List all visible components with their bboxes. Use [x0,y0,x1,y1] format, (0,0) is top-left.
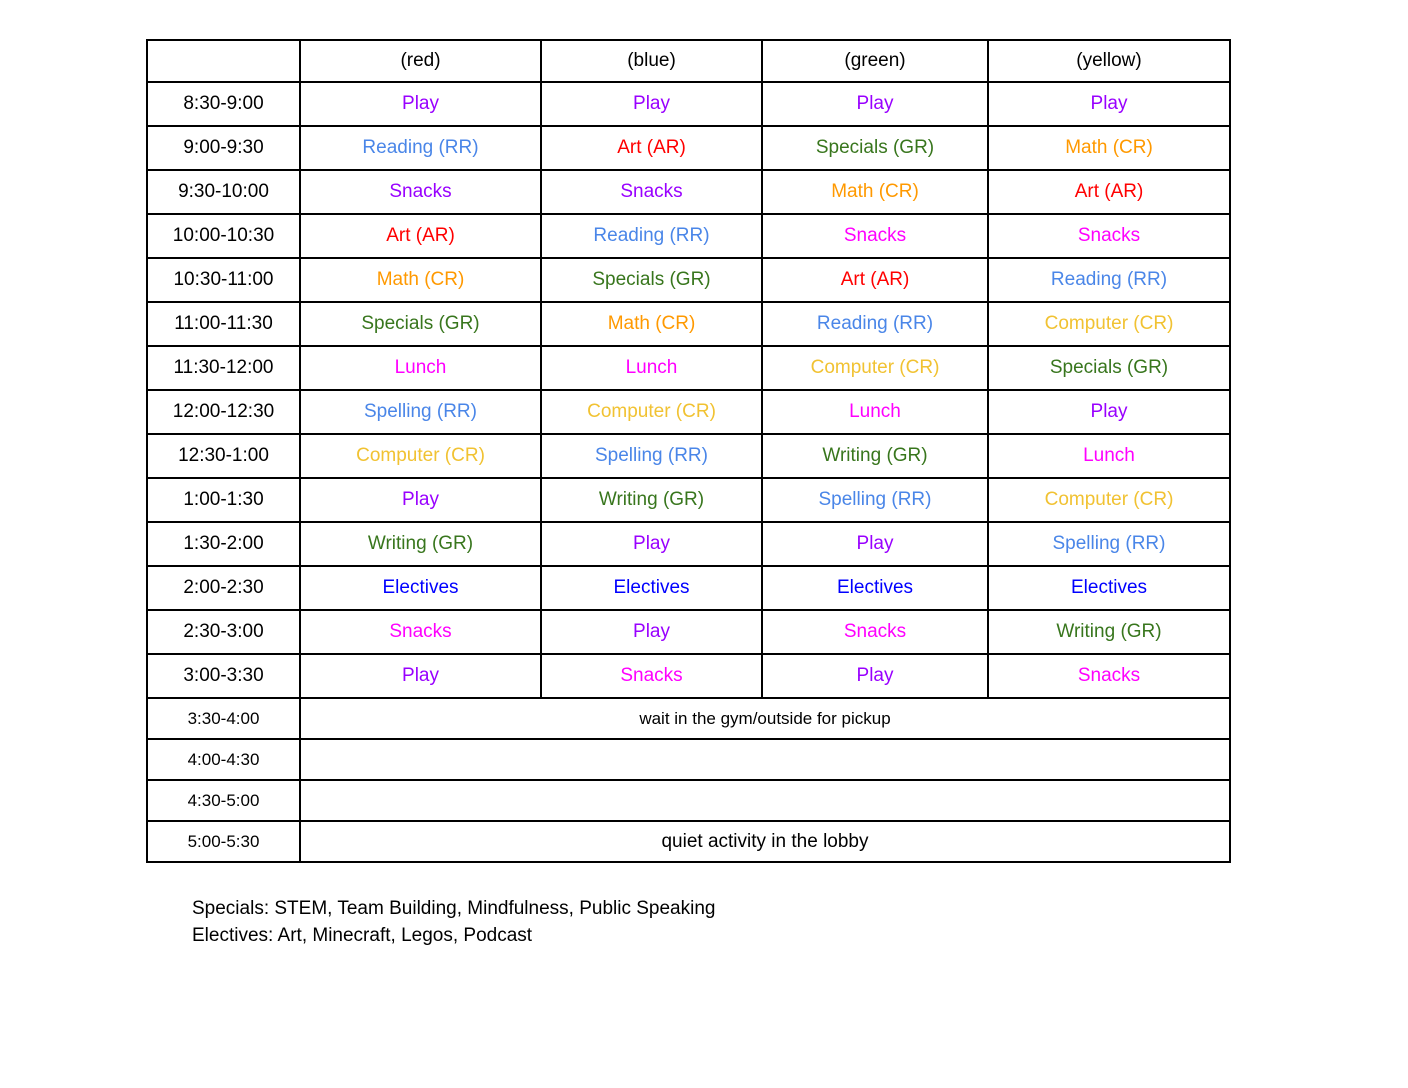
activity-cell: Art (AR) [988,170,1230,214]
activity-cell: Computer (CR) [762,346,988,390]
activity-cell: Electives [541,566,762,610]
time-cell: 9:00-9:30 [147,126,300,170]
time-cell: 1:00-1:30 [147,478,300,522]
time-cell: 5:00-5:30 [147,821,300,862]
time-cell: 9:30-10:00 [147,170,300,214]
activity-cell: Play [300,654,541,698]
schedule-row [147,214,1230,258]
time-cell: 4:00-4:30 [147,739,300,780]
time-cell: 2:00-2:30 [147,566,300,610]
pickup-row [147,780,1230,821]
activity-cell: Writing (GR) [300,522,541,566]
schedule-row [147,566,1230,610]
activity-cell: Snacks [541,654,762,698]
activity-cell: Play [762,522,988,566]
pickup-row [147,698,1230,739]
activity-cell: Snacks [988,654,1230,698]
activity-cell: Spelling (RR) [988,522,1230,566]
schedule-row [147,610,1230,654]
activity-cell: Computer (CR) [541,390,762,434]
activity-cell: Computer (CR) [988,478,1230,522]
activity-cell: Specials (GR) [541,258,762,302]
specials-note: Specials: STEM, Team Building, Mindfulness, Public Speaking [192,898,716,919]
activity-cell: Play [541,610,762,654]
activity-cell: Lunch [300,346,541,390]
time-cell: 3:00-3:30 [147,654,300,698]
activity-cell: Math (CR) [300,258,541,302]
activity-cell: Specials (GR) [988,346,1230,390]
schedule-row [147,258,1230,302]
activity-cell: Snacks [762,214,988,258]
activity-cell: Specials (GR) [762,126,988,170]
activity-cell: Writing (GR) [541,478,762,522]
activity-cell: Spelling (RR) [541,434,762,478]
merged-activity-cell [300,780,1230,821]
activity-cell: Math (CR) [988,126,1230,170]
header-row [147,40,1230,82]
activity-cell: Reading (RR) [541,214,762,258]
time-cell: 12:30-1:00 [147,434,300,478]
time-cell: 1:30-2:00 [147,522,300,566]
activity-cell: Computer (CR) [988,302,1230,346]
activity-cell: Snacks [300,170,541,214]
time-cell: 11:30-12:00 [147,346,300,390]
schedule-row [147,82,1230,126]
activity-cell: Specials (GR) [300,302,541,346]
activity-cell: Art (AR) [762,258,988,302]
header-cell-blue: (blue) [541,40,762,82]
activity-cell: Lunch [762,390,988,434]
notes [192,895,715,949]
activity-cell: Math (CR) [762,170,988,214]
merged-activity-cell: wait in the gym/outside for pickup [300,698,1230,739]
activity-cell: Play [762,82,988,126]
schedule-row [147,170,1230,214]
activity-cell: Play [988,390,1230,434]
schedule-row [147,346,1230,390]
activity-cell: Electives [300,566,541,610]
time-cell: 10:30-11:00 [147,258,300,302]
activity-cell: Play [541,522,762,566]
activity-cell: Play [300,82,541,126]
activity-cell: Computer (CR) [300,434,541,478]
activity-cell: Play [541,82,762,126]
activity-cell: Play [988,82,1230,126]
time-cell: 4:30-5:00 [147,780,300,821]
merged-activity-cell: quiet activity in the lobby [300,821,1230,862]
activity-cell: Art (AR) [541,126,762,170]
time-cell: 3:30-4:00 [147,698,300,739]
schedule-row [147,434,1230,478]
header-cell-yellow: (yellow) [988,40,1230,82]
activity-cell: Snacks [988,214,1230,258]
electives-note: Electives: Art, Minecraft, Legos, Podcast [192,925,533,946]
activity-cell: Writing (GR) [988,610,1230,654]
activity-cell: Electives [762,566,988,610]
pickup-row [147,821,1230,862]
activity-cell: Reading (RR) [988,258,1230,302]
activity-cell: Math (CR) [541,302,762,346]
activity-cell: Electives [988,566,1230,610]
schedule-row [147,522,1230,566]
activity-cell: Snacks [541,170,762,214]
activity-cell: Spelling (RR) [762,478,988,522]
schedule-row [147,126,1230,170]
activity-cell: Art (AR) [300,214,541,258]
activity-cell: Snacks [762,610,988,654]
time-cell: 10:00-10:30 [147,214,300,258]
activity-cell: Reading (RR) [300,126,541,170]
pickup-row [147,739,1230,780]
schedule-table [146,39,1231,863]
time-cell: 2:30-3:00 [147,610,300,654]
activity-cell: Reading (RR) [762,302,988,346]
schedule-row [147,390,1230,434]
activity-cell: Spelling (RR) [300,390,541,434]
schedule-row [147,654,1230,698]
activity-cell: Snacks [300,610,541,654]
time-cell: 12:00-12:30 [147,390,300,434]
time-cell: 11:00-11:30 [147,302,300,346]
activity-cell: Lunch [541,346,762,390]
schedule-row [147,478,1230,522]
header-cell [147,40,300,82]
header-cell-red: (red) [300,40,541,82]
activity-cell: Play [300,478,541,522]
time-cell: 8:30-9:00 [147,82,300,126]
header-cell-green: (green) [762,40,988,82]
schedule-row [147,302,1230,346]
merged-activity-cell [300,739,1230,780]
activity-cell: Play [762,654,988,698]
activity-cell: Lunch [988,434,1230,478]
activity-cell: Writing (GR) [762,434,988,478]
